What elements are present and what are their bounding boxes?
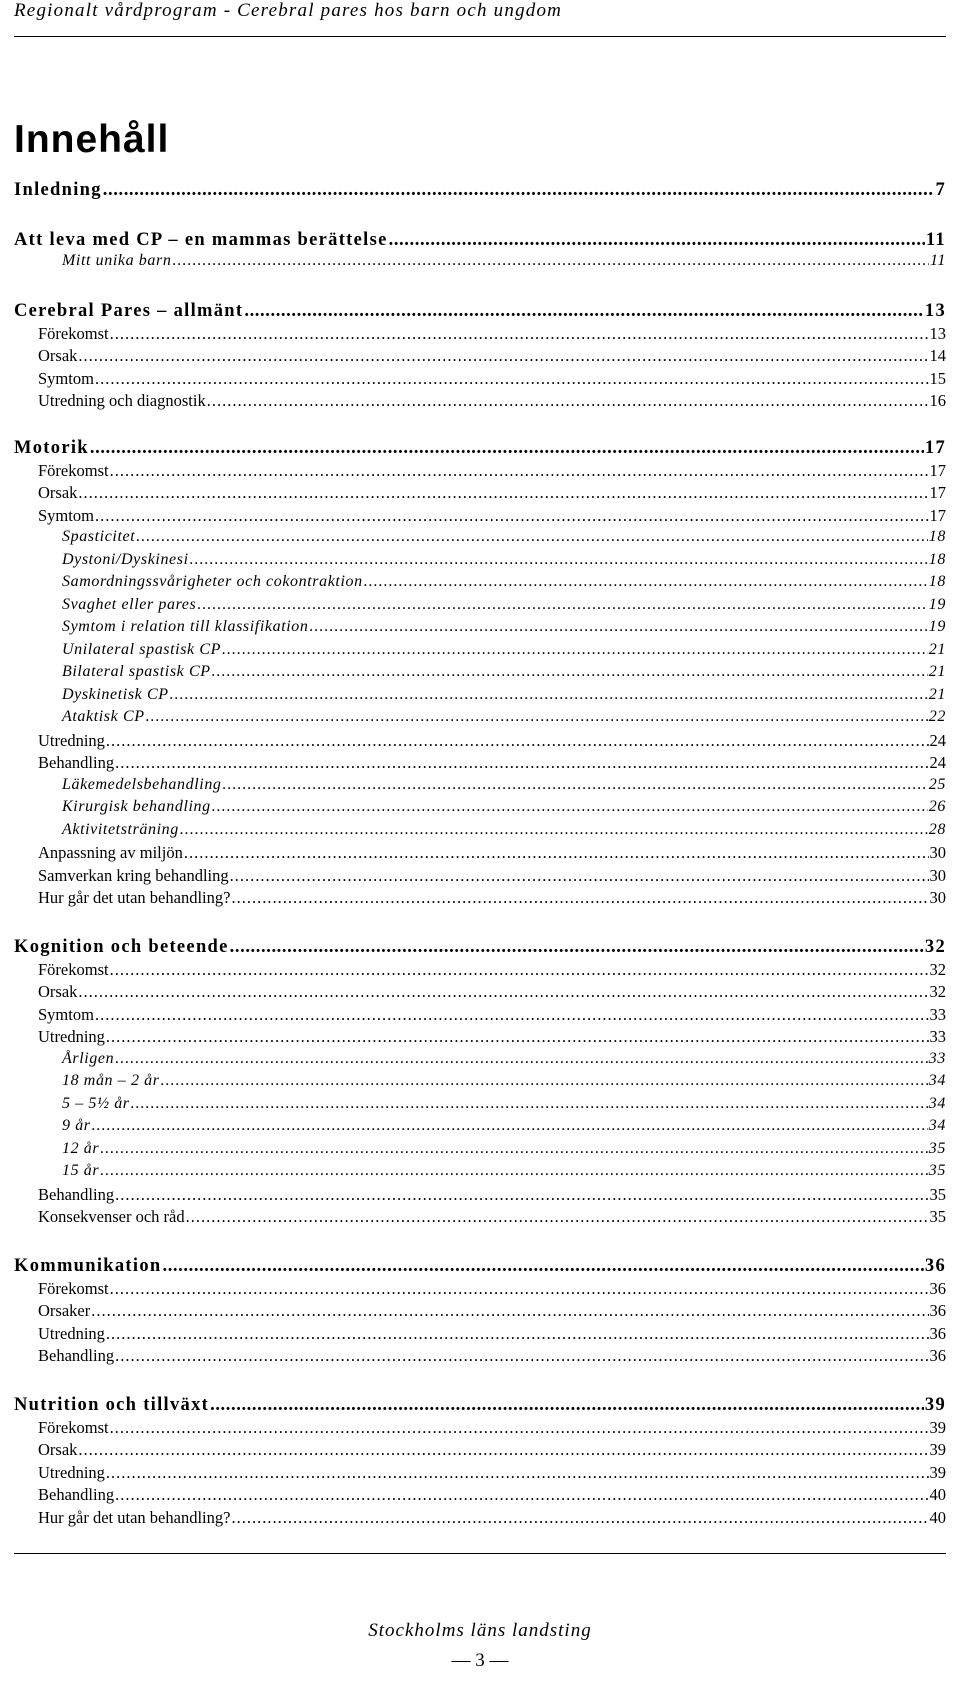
toc-leader-dots bbox=[95, 506, 929, 526]
toc-entry[interactable] bbox=[14, 528, 946, 550]
toc-entry[interactable] bbox=[14, 776, 946, 798]
toc-entry-page: 36 bbox=[924, 1256, 946, 1276]
toc-entry[interactable] bbox=[14, 1508, 946, 1530]
toc-entry-page: 14 bbox=[929, 346, 946, 365]
toc-entry[interactable] bbox=[14, 731, 946, 753]
toc-entry[interactable] bbox=[14, 551, 946, 573]
toc-leader-dots bbox=[115, 1346, 928, 1366]
toc-entry[interactable] bbox=[14, 1140, 946, 1162]
toc-entry-page: 35 bbox=[929, 1207, 946, 1226]
toc-entry-label: Förekomst bbox=[38, 1418, 109, 1437]
toc-entry-label: Utredning bbox=[38, 731, 105, 750]
toc-leader-dots bbox=[212, 798, 928, 816]
toc-leader-dots bbox=[115, 753, 928, 773]
toc-leader-dots bbox=[146, 708, 928, 726]
toc-leader-dots bbox=[115, 1185, 928, 1205]
toc-entry[interactable] bbox=[14, 1346, 946, 1368]
toc-entry-page: 22 bbox=[928, 708, 946, 725]
toc-entry[interactable] bbox=[14, 686, 946, 708]
toc-leader-dots bbox=[162, 1256, 923, 1277]
toc-entry-label: Behandling bbox=[38, 753, 115, 772]
toc-leader-dots bbox=[110, 324, 929, 344]
toc-entry-label: Utredning bbox=[38, 1027, 105, 1046]
toc-entry-label: Mitt unika barn bbox=[62, 252, 172, 269]
toc-entry-label: Årligen bbox=[62, 1050, 115, 1067]
toc-entry[interactable] bbox=[14, 1440, 946, 1462]
toc-entry-page: 35 bbox=[928, 1140, 946, 1157]
toc-entry[interactable] bbox=[14, 866, 946, 888]
toc-leader-dots bbox=[100, 1140, 928, 1158]
toc-entry[interactable] bbox=[14, 230, 946, 252]
toc-entry-label: Utredning och diagnostik bbox=[38, 391, 206, 410]
toc-entry-label: Hur går det utan behandling? bbox=[38, 888, 231, 907]
toc-entry-page: 36 bbox=[929, 1324, 946, 1343]
toc-entry[interactable] bbox=[14, 1463, 946, 1485]
toc-entry-page: 21 bbox=[928, 641, 946, 658]
toc-leader-dots bbox=[364, 573, 928, 591]
toc-entry-page: 35 bbox=[929, 1185, 946, 1204]
toc-leader-dots bbox=[106, 1463, 929, 1483]
toc-entry-label: Behandling bbox=[38, 1485, 115, 1504]
toc-entry[interactable] bbox=[14, 1162, 946, 1184]
toc-entry-label: Utredning bbox=[38, 1324, 105, 1343]
toc-entry[interactable] bbox=[14, 324, 946, 346]
toc-entry[interactable] bbox=[14, 180, 946, 202]
toc-leader-dots bbox=[95, 369, 929, 389]
toc-entry-label: Konsekvenser och råd bbox=[38, 1207, 185, 1226]
toc-entry-page: 18 bbox=[928, 551, 946, 568]
toc-entry-label: Förekomst bbox=[38, 324, 109, 343]
toc-entry-label: Förekomst bbox=[38, 461, 109, 480]
toc-entry-label: Unilateral spastisk CP bbox=[62, 641, 221, 658]
toc-entry-page: 39 bbox=[929, 1418, 946, 1437]
toc-leader-dots bbox=[78, 1440, 928, 1460]
toc-entry-label: Bilateral spastisk CP bbox=[62, 663, 211, 680]
toc-entry[interactable] bbox=[14, 1301, 946, 1323]
toc-entry[interactable] bbox=[14, 1207, 946, 1229]
toc-entry[interactable] bbox=[14, 937, 946, 959]
toc-leader-dots bbox=[231, 1508, 928, 1528]
toc-entry-label: Motorik bbox=[14, 438, 89, 458]
toc-leader-dots bbox=[223, 776, 928, 794]
toc-leader-dots bbox=[161, 1072, 928, 1090]
toc-leader-dots bbox=[91, 1301, 928, 1321]
toc-entry-page: 11 bbox=[929, 252, 946, 269]
toc-entry-label: Förekomst bbox=[38, 1279, 109, 1298]
footer-organization: Stockholms läns landsting bbox=[368, 1620, 592, 1641]
toc-entry-page: 16 bbox=[929, 391, 946, 410]
toc-entry-label: Ataktisk CP bbox=[62, 708, 145, 725]
toc-entry-label: Inledning bbox=[14, 180, 102, 200]
toc-entry-label: Att leva med CP – en mammas berättelse bbox=[14, 230, 388, 250]
toc-leader-dots bbox=[106, 1324, 929, 1344]
toc-entry[interactable] bbox=[14, 596, 946, 618]
toc-entry-label: Dystoni/Dyskinesi bbox=[62, 551, 189, 568]
toc-leader-dots bbox=[230, 866, 929, 886]
toc-entry-label: Kommunikation bbox=[14, 1256, 162, 1276]
toc-entry-label: Nutrition och tillväxt bbox=[14, 1395, 210, 1415]
toc-entry-page: 19 bbox=[928, 618, 946, 635]
toc-entry-label: Cerebral Pares – allmänt bbox=[14, 301, 244, 321]
toc-entry-label: Svaghet eller pares bbox=[62, 596, 197, 613]
toc-entry-label: 18 mån – 2 år bbox=[62, 1072, 160, 1089]
toc-entry[interactable] bbox=[14, 753, 946, 775]
toc-entry[interactable] bbox=[14, 1485, 946, 1507]
toc-leader-dots bbox=[180, 821, 928, 839]
toc-entry-label: Kognition och beteende bbox=[14, 937, 229, 957]
toc-entry-page: 35 bbox=[928, 1162, 946, 1179]
toc-entry-label: Behandling bbox=[38, 1185, 115, 1204]
toc-entry-page: 32 bbox=[929, 960, 946, 979]
toc-leader-dots bbox=[115, 1485, 928, 1505]
toc-entry-label: Läkemedelsbehandling bbox=[62, 776, 222, 793]
toc-entry[interactable] bbox=[14, 1418, 946, 1440]
running-header-text: Regionalt vårdprogram - Cerebral pares hos barn och ungdom bbox=[14, 0, 563, 21]
toc-entry-page: 30 bbox=[929, 888, 946, 907]
toc-entry-page: 33 bbox=[929, 1027, 946, 1046]
toc-leader-dots bbox=[172, 252, 929, 270]
toc-leader-dots bbox=[186, 1207, 929, 1227]
toc-entry[interactable] bbox=[14, 369, 946, 391]
toc-entry-label: 9 år bbox=[62, 1117, 91, 1134]
toc-entry[interactable] bbox=[14, 573, 946, 595]
toc-entry-page: 19 bbox=[928, 596, 946, 613]
toc-entry-label: Anpassning av miljön bbox=[38, 843, 183, 862]
toc-leader-dots bbox=[100, 1162, 928, 1180]
toc-entry[interactable] bbox=[14, 1324, 946, 1346]
toc-entry[interactable] bbox=[14, 301, 946, 323]
toc-entry[interactable] bbox=[14, 1050, 946, 1072]
toc-leader-dots bbox=[131, 1095, 928, 1113]
toc-leader-dots bbox=[110, 960, 929, 980]
toc-entry[interactable] bbox=[14, 843, 946, 865]
toc-entry[interactable] bbox=[14, 1027, 946, 1049]
toc-leader-dots bbox=[210, 1395, 924, 1416]
toc-entry-page: 39 bbox=[929, 1440, 946, 1459]
toc-leader-dots bbox=[106, 731, 929, 751]
toc-entry[interactable] bbox=[14, 1279, 946, 1301]
toc-entry-label: Orsak bbox=[38, 982, 78, 1001]
page-title: Innehåll bbox=[14, 118, 170, 161]
toc-entry-page: 30 bbox=[929, 843, 946, 862]
toc-entry-page: 17 bbox=[924, 438, 946, 458]
toc-leader-dots bbox=[309, 618, 927, 636]
toc-entry-page: 40 bbox=[929, 1508, 946, 1527]
toc-entry-label: Utredning bbox=[38, 1463, 105, 1482]
toc-leader-dots bbox=[170, 686, 928, 704]
toc-entry-label: Samordningssvårigheter och cokontraktion bbox=[62, 573, 363, 590]
toc-leader-dots bbox=[78, 346, 928, 366]
toc-entry[interactable] bbox=[14, 641, 946, 663]
toc-entry[interactable] bbox=[14, 391, 946, 413]
toc-entry-label: Aktivitetsträning bbox=[62, 821, 179, 838]
toc-leader-dots bbox=[95, 1005, 929, 1025]
toc-entry-label: Hur går det utan behandling? bbox=[38, 1508, 231, 1527]
toc-entry[interactable] bbox=[14, 1395, 946, 1417]
toc-leader-dots bbox=[92, 1117, 928, 1135]
toc-leader-dots bbox=[90, 438, 924, 459]
toc-entry[interactable] bbox=[14, 252, 946, 274]
toc-entry-page: 36 bbox=[929, 1301, 946, 1320]
toc-entry-page: 17 bbox=[929, 506, 946, 525]
toc-leader-dots bbox=[115, 1050, 928, 1068]
toc-entry-page: 21 bbox=[928, 663, 946, 680]
toc-entry[interactable] bbox=[14, 798, 946, 820]
toc-leader-dots bbox=[136, 528, 928, 546]
toc-entry-page: 36 bbox=[929, 1346, 946, 1365]
table-of-contents bbox=[14, 0, 946, 1691]
toc-entry-page: 26 bbox=[928, 798, 946, 815]
toc-leader-dots bbox=[110, 1418, 929, 1438]
toc-leader-dots bbox=[231, 888, 928, 908]
toc-entry[interactable] bbox=[14, 1072, 946, 1094]
toc-entry[interactable] bbox=[14, 708, 946, 730]
footer-divider bbox=[14, 1553, 946, 1554]
toc-entry-label: Spasticitet bbox=[62, 528, 136, 545]
toc-entry-label: Symtom bbox=[38, 506, 94, 525]
toc-entry-page: 25 bbox=[928, 776, 946, 793]
toc-entry-page: 34 bbox=[928, 1117, 946, 1134]
toc-entry-page: 34 bbox=[928, 1095, 946, 1112]
toc-entry-page: 13 bbox=[929, 324, 946, 343]
toc-entry-page: 32 bbox=[929, 982, 946, 1001]
toc-entry-page: 24 bbox=[929, 731, 946, 750]
toc-leader-dots bbox=[244, 301, 924, 322]
toc-leader-dots bbox=[78, 483, 928, 503]
toc-entry-page: 40 bbox=[929, 1485, 946, 1504]
toc-entry[interactable] bbox=[14, 1005, 946, 1027]
toc-leader-dots bbox=[207, 391, 929, 411]
toc-leader-dots bbox=[103, 180, 935, 201]
toc-entry-label: 15 år bbox=[62, 1162, 100, 1179]
toc-entry-page: 17 bbox=[929, 461, 946, 480]
toc-entry[interactable] bbox=[14, 438, 946, 460]
toc-entry-label: Orsak bbox=[38, 346, 78, 365]
toc-entry-page: 13 bbox=[924, 301, 946, 321]
toc-entry[interactable] bbox=[14, 960, 946, 982]
toc-entry-label: Förekomst bbox=[38, 960, 109, 979]
toc-leader-dots bbox=[110, 1279, 929, 1299]
toc-entry-page: 39 bbox=[929, 1463, 946, 1482]
toc-entry-label: Samverkan kring behandling bbox=[38, 866, 229, 885]
toc-entry[interactable] bbox=[14, 483, 946, 505]
toc-entry-label: Orsaker bbox=[38, 1301, 91, 1320]
toc-entry-label: Symtom i relation till klassifikation bbox=[62, 618, 309, 635]
toc-entry-label: Dyskinetisk CP bbox=[62, 686, 169, 703]
toc-entry-page: 28 bbox=[928, 821, 946, 838]
toc-entry-page: 33 bbox=[928, 1050, 946, 1067]
toc-entry[interactable] bbox=[14, 1256, 946, 1278]
toc-entry[interactable] bbox=[14, 1185, 946, 1207]
toc-entry-page: 15 bbox=[929, 369, 946, 388]
toc-entry-page: 7 bbox=[935, 180, 946, 200]
toc-leader-dots bbox=[78, 982, 928, 1002]
toc-entry-page: 32 bbox=[924, 937, 946, 957]
toc-entry[interactable] bbox=[14, 618, 946, 640]
toc-leader-dots bbox=[222, 641, 928, 659]
toc-entry[interactable] bbox=[14, 982, 946, 1004]
toc-entry[interactable] bbox=[14, 346, 946, 368]
toc-entry-page: 17 bbox=[929, 483, 946, 502]
toc-entry[interactable] bbox=[14, 506, 946, 528]
toc-entry-page: 33 bbox=[929, 1005, 946, 1024]
toc-leader-dots bbox=[212, 663, 928, 681]
toc-leader-dots bbox=[197, 596, 927, 614]
toc-entry-label: 5 – 5½ år bbox=[62, 1095, 130, 1112]
toc-entry[interactable] bbox=[14, 663, 946, 685]
toc-entry-page: 18 bbox=[928, 528, 946, 545]
toc-entry-label: Orsak bbox=[38, 483, 78, 502]
toc-entry-label: Behandling bbox=[38, 1346, 115, 1365]
toc-entry-page: 21 bbox=[928, 686, 946, 703]
toc-leader-dots bbox=[389, 230, 925, 251]
toc-leader-dots bbox=[184, 843, 929, 863]
toc-entry-label: Symtom bbox=[38, 369, 94, 388]
footer-page-number: — 3 — bbox=[451, 1650, 509, 1671]
toc-entry[interactable] bbox=[14, 461, 946, 483]
toc-leader-dots bbox=[230, 937, 924, 958]
toc-entry-page: 18 bbox=[928, 573, 946, 590]
toc-entry-page: 36 bbox=[929, 1279, 946, 1298]
toc-entry[interactable] bbox=[14, 1095, 946, 1117]
toc-entry[interactable] bbox=[14, 1117, 946, 1139]
toc-leader-dots bbox=[106, 1027, 929, 1047]
toc-entry-page: 11 bbox=[925, 230, 946, 250]
toc-entry-page: 34 bbox=[928, 1072, 946, 1089]
toc-entry[interactable] bbox=[14, 888, 946, 910]
toc-entry-label: Symtom bbox=[38, 1005, 94, 1024]
toc-entry-label: Orsak bbox=[38, 1440, 78, 1459]
toc-entry-page: 24 bbox=[929, 753, 946, 772]
toc-entry-page: 39 bbox=[924, 1395, 946, 1415]
toc-leader-dots bbox=[190, 551, 928, 569]
toc-leader-dots bbox=[110, 461, 929, 481]
toc-entry-label: 12 år bbox=[62, 1140, 100, 1157]
toc-entry[interactable] bbox=[14, 821, 946, 843]
toc-entry-page: 30 bbox=[929, 866, 946, 885]
toc-entry-label: Kirurgisk behandling bbox=[62, 798, 211, 815]
